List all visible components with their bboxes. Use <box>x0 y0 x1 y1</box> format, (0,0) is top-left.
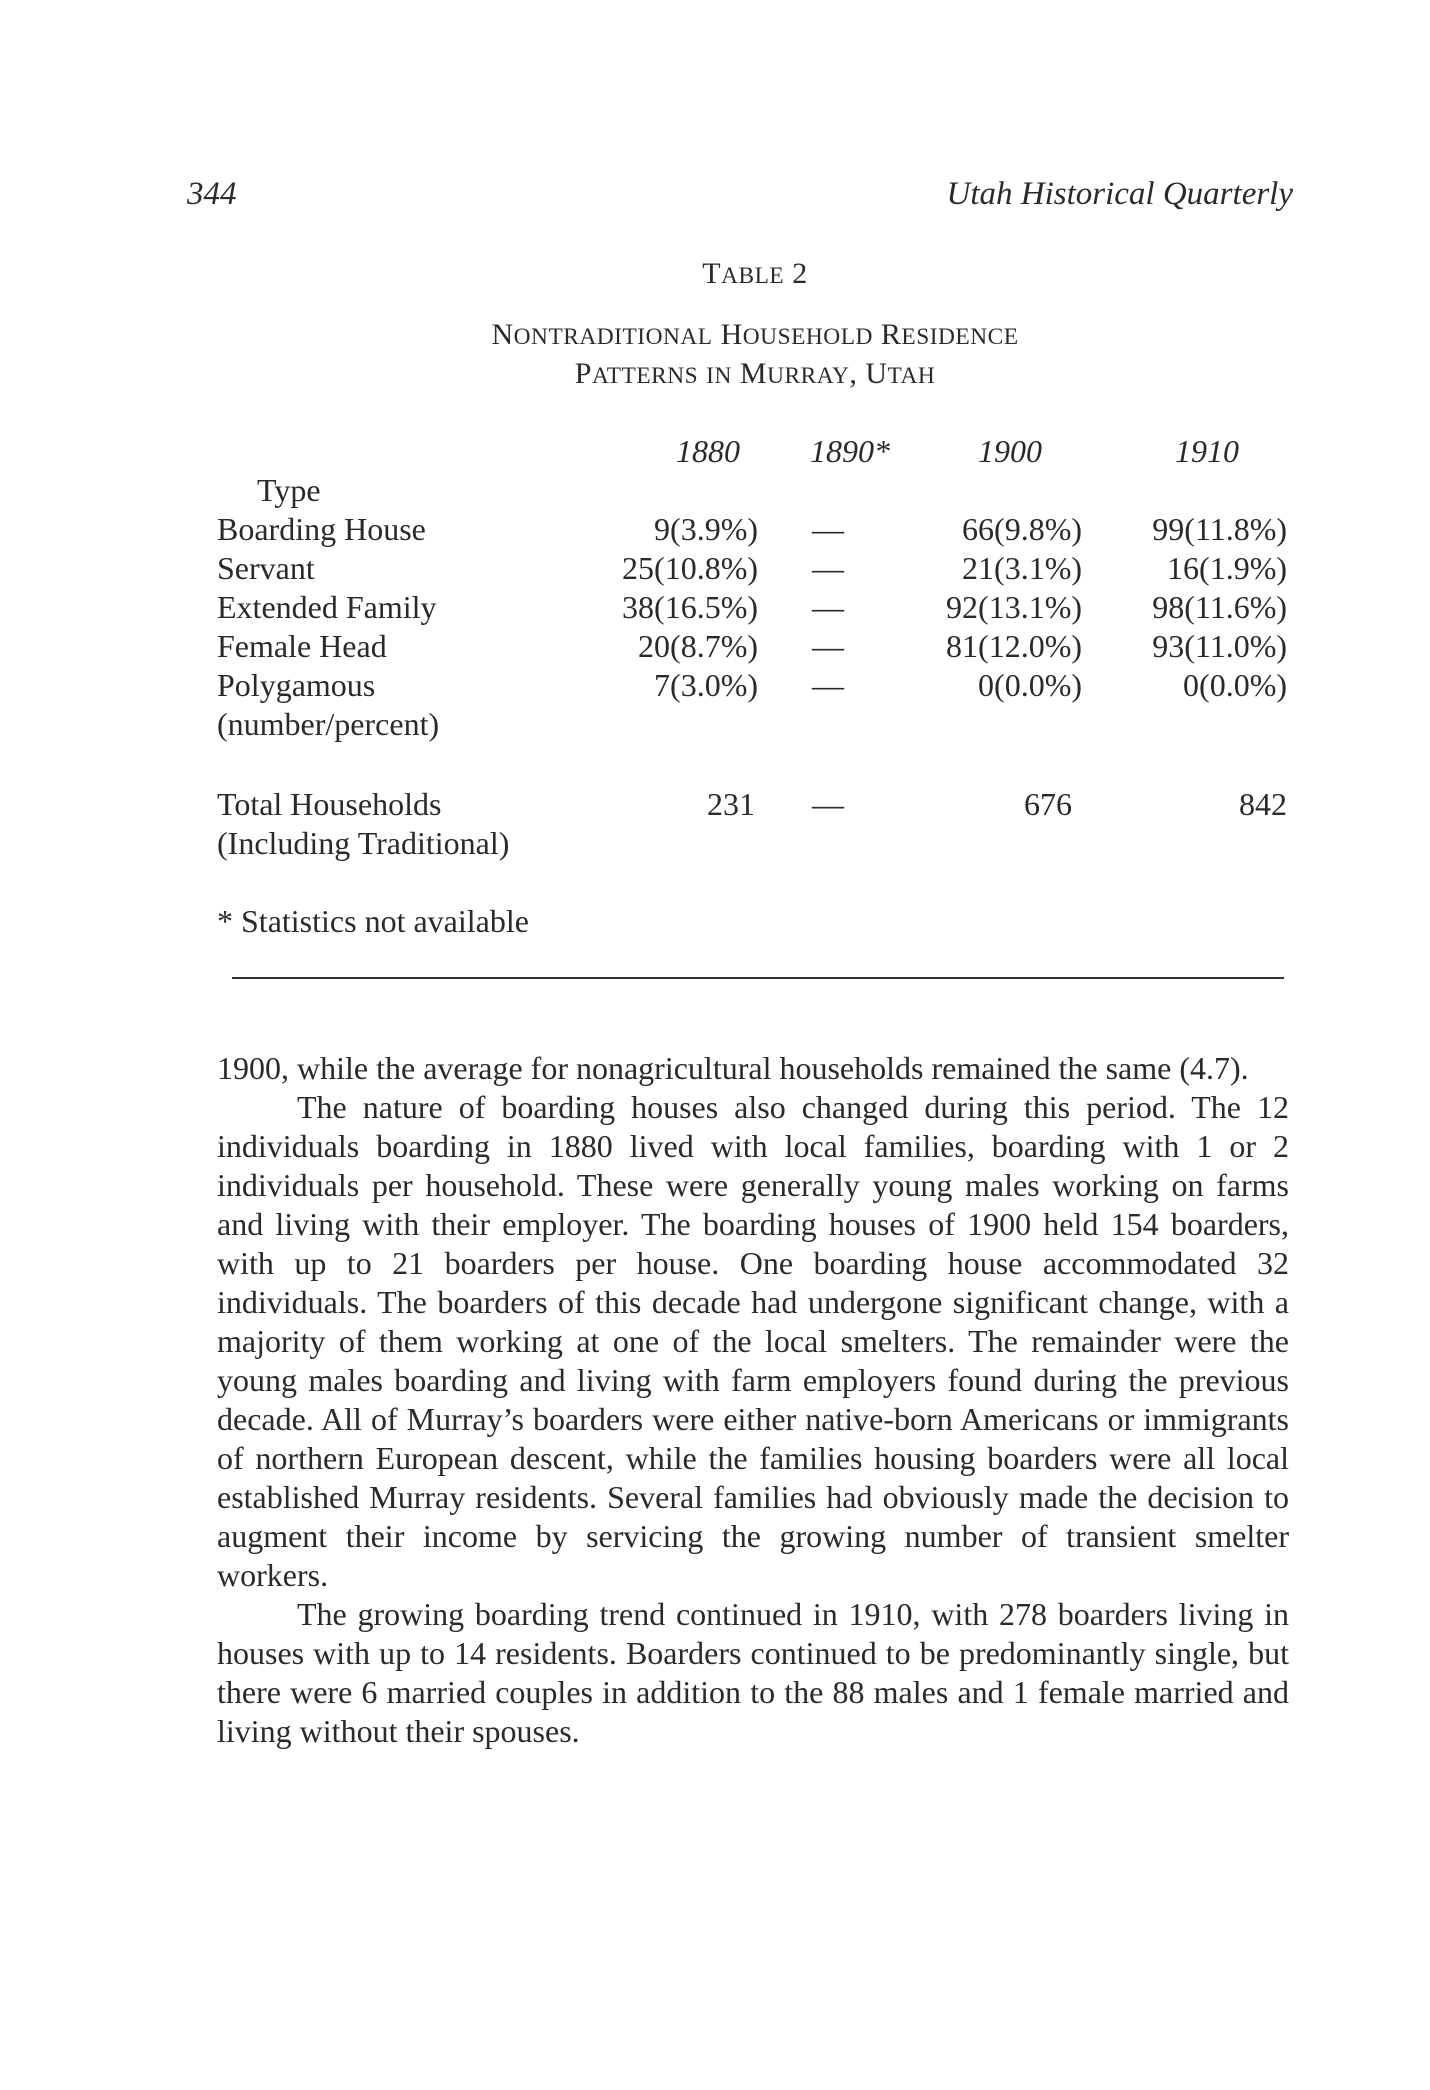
cell-1900: 92(13.1%) <box>946 589 1082 625</box>
row-type-servant: Servant <box>217 550 315 586</box>
cell-1900: 21(3.1%) <box>962 550 1082 586</box>
paragraph-3: The growing boarding trend continued in 1910, with 278 boarders living in houses with up to 14 residents. Boarders continued to be predominantly single, but there were 6 married couples in addition to the 88 males and 1 female married and living without their spouses. <box>217 1596 1289 1749</box>
cell-1890: — <box>812 550 844 586</box>
row-type-extended-family: Extended Family <box>217 589 437 625</box>
total-1910: 842 <box>1239 786 1287 822</box>
year-header-1880: 1880 <box>676 433 740 469</box>
table-label: TABLE 2 <box>702 257 808 290</box>
row-type-boarding-house: Boarding House <box>217 511 426 547</box>
journal-title: Utah Historical Quarterly <box>946 176 1293 212</box>
type-header: Type <box>257 472 321 508</box>
cell-1880: 7(3.0%) <box>654 667 758 703</box>
cell-1910: 93(11.0%) <box>1152 628 1287 664</box>
table-footnote: * Statistics not available <box>217 903 529 939</box>
total-1900: 676 <box>1024 786 1072 822</box>
body-text <box>217 1049 1289 1751</box>
year-header-1900: 1900 <box>978 433 1042 469</box>
page-number: 344 <box>187 176 237 212</box>
cell-1910: 16(1.9%) <box>1167 550 1287 586</box>
row-type-female-head: Female Head <box>217 628 387 664</box>
paragraph-1: 1900, while the average for nonagricultural households remained the same (4.7). <box>217 1050 1249 1086</box>
year-header-1890: 1890* <box>810 433 890 469</box>
cell-1880: 9(3.9%) <box>654 511 758 547</box>
year-header-1910: 1910 <box>1175 433 1239 469</box>
cell-1890: — <box>812 667 844 703</box>
cell-1890: — <box>812 589 844 625</box>
row-type-polygamous: Polygamous <box>217 667 376 703</box>
paragraph-2: The nature of boarding houses also changed during this period. The 12 individuals boarding in 1880 lived with local families, boarding with 1 or 2 individuals per household. These were generally young males working on farms and living with their employer. The boarding houses of 1900 held 154 boarders, with up to 21 boarders per house. One boarding house accommodated 32 individuals. The boarders of this decade had undergone significant change, with a majority of them working at one of the local smelters. The remainder were the young males boarding and living with farm employers found during the previous decade. All of Murray’s boarders were either native-born Americans or immigrants of northern European descent, while the families housing boarders were all local established Murray residents. Several families had obviously made the decision to augment their income by servicing the growing number of transient smelter workers. <box>217 1089 1289 1593</box>
cell-1890: — <box>812 628 844 664</box>
cell-1910: 98(11.6%) <box>1152 589 1287 625</box>
table-title-line-1: NONTRADITIONAL HOUSEHOLD RESIDENCE <box>491 318 1019 351</box>
cell-1890: — <box>812 511 844 547</box>
cell-1910: 99(11.8%) <box>1152 511 1287 547</box>
table-title-line-2: PATTERNS IN MURRAY, UTAH <box>574 357 936 390</box>
cell-1880: 38(16.5%) <box>622 589 758 625</box>
unit-note: (number/percent) <box>217 706 440 742</box>
cell-1900: 66(9.8%) <box>962 511 1082 547</box>
cell-1910: 0(0.0%) <box>1183 667 1287 703</box>
cell-1880: 25(10.8%) <box>622 550 758 586</box>
table-divider-rule <box>232 977 1284 979</box>
cell-1880: 20(8.7%) <box>638 628 758 664</box>
total-label: Total Households <box>217 786 442 822</box>
cell-1900: 81(12.0%) <box>946 628 1082 664</box>
cell-1900: 0(0.0%) <box>978 667 1082 703</box>
total-1890: — <box>812 786 844 822</box>
total-sublabel: (Including Traditional) <box>217 825 510 861</box>
total-1880: 231 <box>707 786 755 822</box>
